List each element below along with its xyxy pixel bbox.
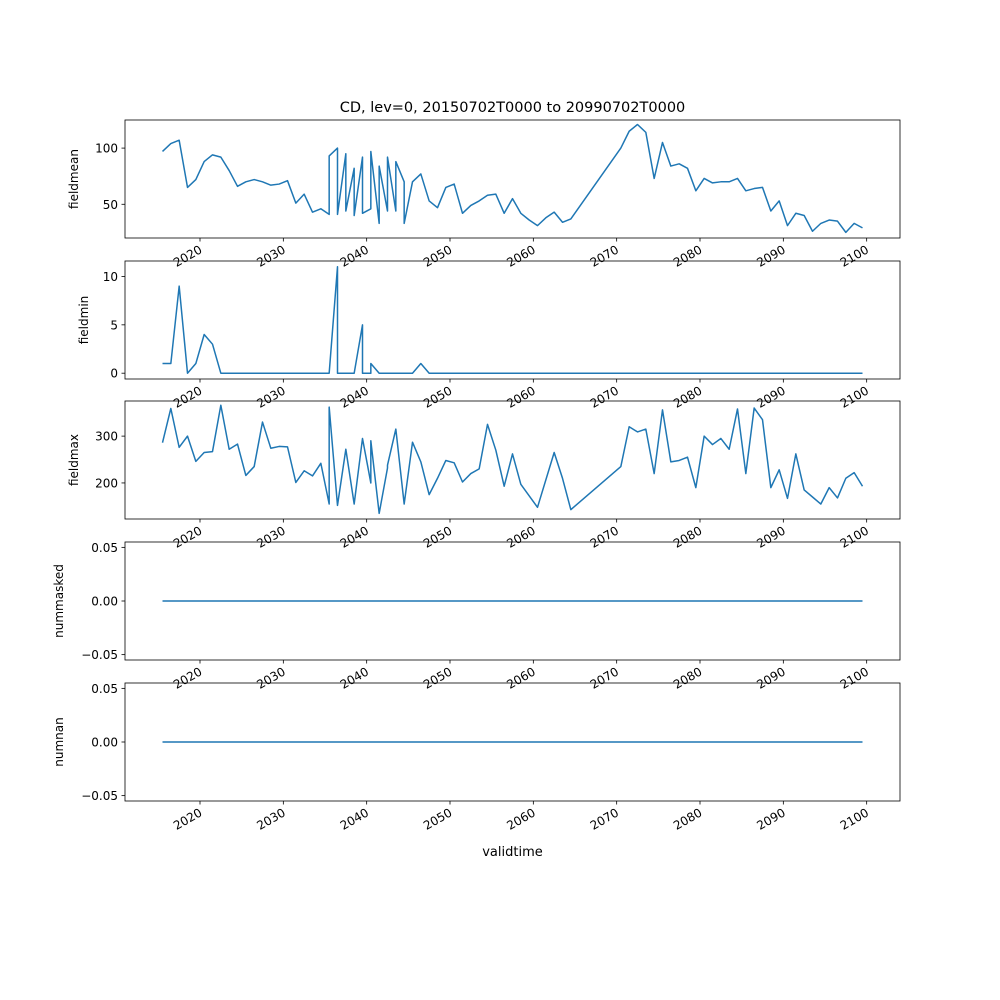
x-tick-label: 2050 <box>421 805 455 833</box>
x-tick-label: 2030 <box>254 664 288 692</box>
x-tick-label: 2100 <box>837 523 872 551</box>
x-tick-label: 2050 <box>421 523 455 551</box>
x-tick-label: 2090 <box>754 523 788 551</box>
y-tick-label: −0.05 <box>81 789 118 804</box>
x-axis-label: validtime <box>482 845 543 860</box>
x-tick-label: 2070 <box>587 523 622 551</box>
x-tick-label: 2050 <box>421 664 455 692</box>
x-tick-label: 2090 <box>754 242 788 270</box>
figure-title: CD, lev=0, 20150702T0000 to 20990702T0000 <box>339 100 686 116</box>
y-tick-label: 200 <box>95 476 118 491</box>
x-tick-label: 2030 <box>254 523 288 551</box>
x-tick-label: 2080 <box>671 242 705 270</box>
x-tick-label: 2060 <box>504 242 538 270</box>
x-tick-label: 2080 <box>671 664 705 692</box>
y-tick-label: 0.00 <box>91 735 118 750</box>
x-tick-label: 2080 <box>671 805 705 833</box>
y-axis-label: numnan <box>52 717 66 767</box>
x-tick-label: 2040 <box>337 383 372 411</box>
x-tick-label: 2070 <box>587 242 622 270</box>
y-tick-label: 300 <box>95 429 118 444</box>
x-tick-label: 2090 <box>754 805 788 833</box>
x-tick-label: 2020 <box>171 664 205 692</box>
y-axis-label: nummasked <box>52 564 66 638</box>
x-tick-label: 2070 <box>587 383 622 411</box>
x-tick-label: 2080 <box>671 383 705 411</box>
x-tick-label: 2070 <box>587 664 622 692</box>
x-tick-label: 2020 <box>171 242 205 270</box>
x-tick-label: 2100 <box>837 242 872 270</box>
x-tick-label: 2030 <box>254 383 288 411</box>
y-tick-label: 10 <box>102 269 118 284</box>
x-tick-label: 2040 <box>337 664 372 692</box>
x-tick-label: 2070 <box>587 805 622 833</box>
x-tick-label: 2060 <box>504 805 538 833</box>
y-tick-label: 50 <box>102 197 118 212</box>
x-tick-label: 2080 <box>671 523 705 551</box>
y-axis-label: fieldmean <box>67 149 81 209</box>
x-tick-label: 2040 <box>337 242 372 270</box>
x-tick-label: 2050 <box>421 383 455 411</box>
x-tick-label: 2040 <box>337 523 372 551</box>
y-tick-label: 100 <box>95 141 118 156</box>
x-tick-label: 2060 <box>504 523 538 551</box>
x-tick-label: 2100 <box>837 383 872 411</box>
y-tick-label: 0 <box>110 366 118 381</box>
x-tick-label: 2020 <box>171 523 205 551</box>
y-axis-label: fieldmax <box>67 433 81 487</box>
x-tick-label: 2030 <box>254 805 288 833</box>
x-tick-label: 2100 <box>837 664 872 692</box>
x-tick-label: 2020 <box>171 383 205 411</box>
y-tick-label: 5 <box>110 318 118 333</box>
y-tick-label: 0.05 <box>91 681 118 696</box>
x-tick-label: 2050 <box>421 242 455 270</box>
y-tick-label: 0.00 <box>91 594 118 609</box>
x-tick-label: 2020 <box>171 805 205 833</box>
y-tick-label: 0.05 <box>91 540 118 555</box>
x-tick-label: 2090 <box>754 664 788 692</box>
x-tick-label: 2060 <box>504 383 538 411</box>
x-tick-label: 2090 <box>754 383 788 411</box>
y-tick-label: −0.05 <box>81 648 118 663</box>
y-axis-label: fieldmin <box>77 295 91 345</box>
x-tick-label: 2100 <box>837 805 872 833</box>
x-tick-label: 2060 <box>504 664 538 692</box>
x-tick-label: 2040 <box>337 805 372 833</box>
x-tick-label: 2030 <box>254 242 288 270</box>
